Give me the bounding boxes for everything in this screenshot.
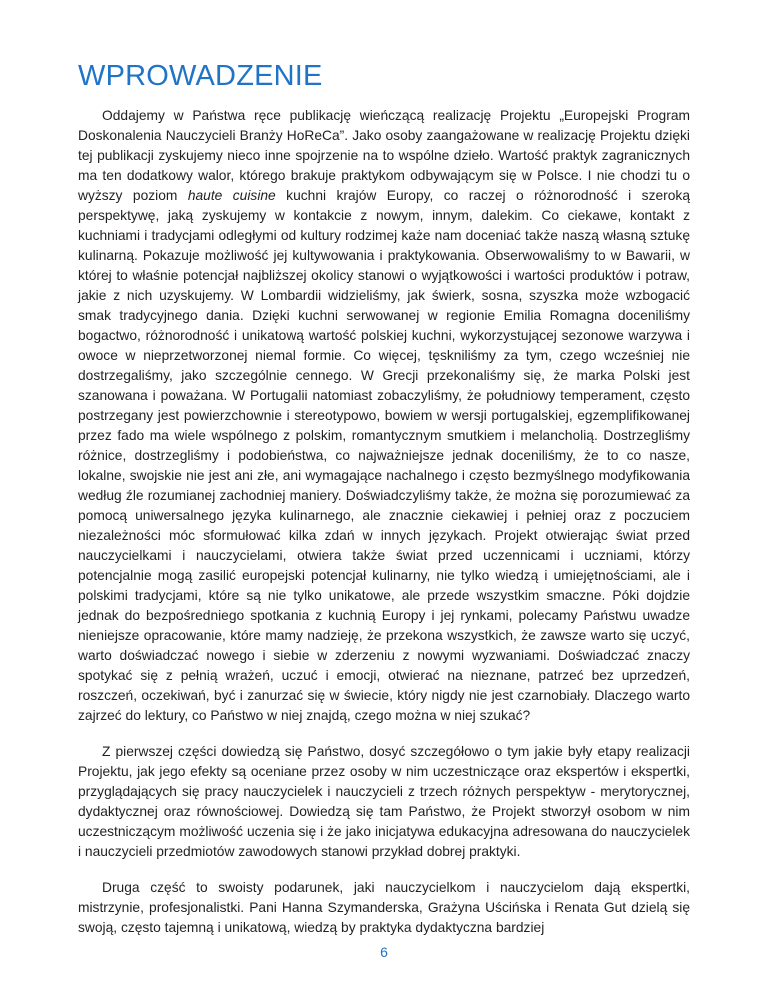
paragraph-2: Z pierwszej części dowiedzą się Państwo, dosyć szczegółowo o tym jakie były etapy realizacji Projektu, jak jego efekty są oceniane przez osoby w nim uczestniczące oraz ekspertów i ekspertki, przyglądających się pracy nauczycielek i nauczycieli z trzech różnych perspektyw - merytorycznej, dydaktycznej oraz równościowej. Dowiedzą się tam Państwo, że Projekt stworzył osobom w nim uczestniczącym możliwość uczenia się i że jako inicjatywa edukacyjna adresowana do nauczycielek i nauczycieli przedmiotów zawodowych stanowi przykład dobrej praktyki. bbox=[78, 744, 690, 859]
page-heading: WPROWADZENIE bbox=[78, 60, 323, 92]
paragraph-1 bbox=[78, 106, 690, 726]
paragraph-1-text-b: kuchni krajów Europy, co raczej o różnorodność i szeroką perspektywę, jaką zyskujemy w kontakcie z nowym, innym, dalekim. Co ciekawe, kontakt z kuchniami i tradycjami odległymi od kultury rodzimej każe nam doceniać także naszą własną sztukę kulinarną. Pokazuje możliwość jej kultywowania i praktykowania. Obserwowaliśmy to w Bawarii, w której to właśnie potencjał najbliższej okolicy stanowi o wyjątkowości i wartości produktów i potraw, jakie z nich uzyskujemy. W Lombardii widzieliśmy, jak świerk, sosna, szyszka może wzbogacić smak tradycyjnego dania. Dzięki kuchni serwowanej w regionie Emilia Romagna doceniliśmy bogactwo, różnorodność i unikatową wartość polskiej kuchni, wykorzystującej sezonowe warzywa i owoce w nieprzetworzonej niemal formie. Co więcej, tęskniliśmy za tym, czego wcześniej nie dostrzegaliśmy, jako szczególnie cennego. W Grecji przekonaliśmy się, że marka Polski jest szanowana i poważana. W Portugalii natomiast zobaczyliśmy, że południowy temperament, często postrzegany jest powierzchownie i stereotypowo, bowiem w wersji portugalskiej, egzemplifikowanej przez fado ma wiele wspólnego z polskim, romantycznym smutkiem i melancholią. Dostrzegliśmy różnice, dostrzegliśmy i podobieństwa, co najważniejsze jednak doceniliśmy, że to co nasze, lokalne, swojskie nie jest ani złe, ani wymagające nachalnego i często bezmyślnego modyfikowania według źle rozumianej zachodniej maniery. Doświadczyliśmy także, że można się porozumiewać za pomocą uniwersalnego języka kulinarnego, ale znacznie ciekawiej i pełniej oraz z poczuciem niezależności móc sformułować kilka zdań w innych językach. Projekt otwierając świat przed nauczycielkami i nauczycielami, otwiera także świat przed uczennicami i uczniami, którzy potencjalnie mogą zasilić europejski potencjał kulinarny, nie tylko wiedzą i umiejętnościami, ale i polskimi tradycjami, które są nie tylko unikatowe, ale przede wszystkim smaczne. Póki dojdzie jednak do bezpośredniego spotkania z kuchnią Europy i jej rynkami, polecamy Państwu uwadze nieniejsze opracowanie, które mamy nadzieję, że przekona wszystkich, że zawsze warto się uczyć, warto doświadczać nowego i siebie w zderzeniu z nowymi wyzwaniami. Doświadczać znaczy spotykać się z pełnią wrażeń, uczuć i emocji, otwierać na nieznane, patrzeć bez uprzedzeń, roszczeń, oczekiwań, być i zanurzać się w świecie, który nigdy nie jest czarnobiały. Dlaczego warto zajrzeć do lektury, co Państwo w niej znajdą, czego można w niej szukać? bbox=[78, 188, 690, 723]
page-number: 6 bbox=[380, 944, 388, 960]
paragraph-1-text-a: Oddajemy w Państwa ręce publikację wieńczącą realizację Projektu „Europejski Program Doskonalenia Nauczycieli Branży HoReCa”. Jako osoby zaangażowane w realizację Projektu dzięki tej publikacji zyskujemy nieco inne spojrzenie na to wspólne dzieło. Wartość praktyk zagranicznych ma ten dodatkowy walor, którego brakuje praktykom odbywającym się w Polsce. I nie chodzi tu o wyższy poziom bbox=[78, 108, 690, 203]
paragraph-1-emphasis: haute cuisine bbox=[187, 188, 276, 203]
body-text bbox=[78, 106, 690, 938]
paragraph-3: Druga część to swoisty podarunek, jaki nauczycielkom i nauczycielom dają ekspertki, mistrzynie, profesjonalistki. Pani Hanna Szymanderska, Grażyna Uścińska i Renata Gut dzielą się swoją, często tajemną i unikatową, wiedzą by praktyka dydaktyczna bardziej bbox=[78, 880, 690, 935]
